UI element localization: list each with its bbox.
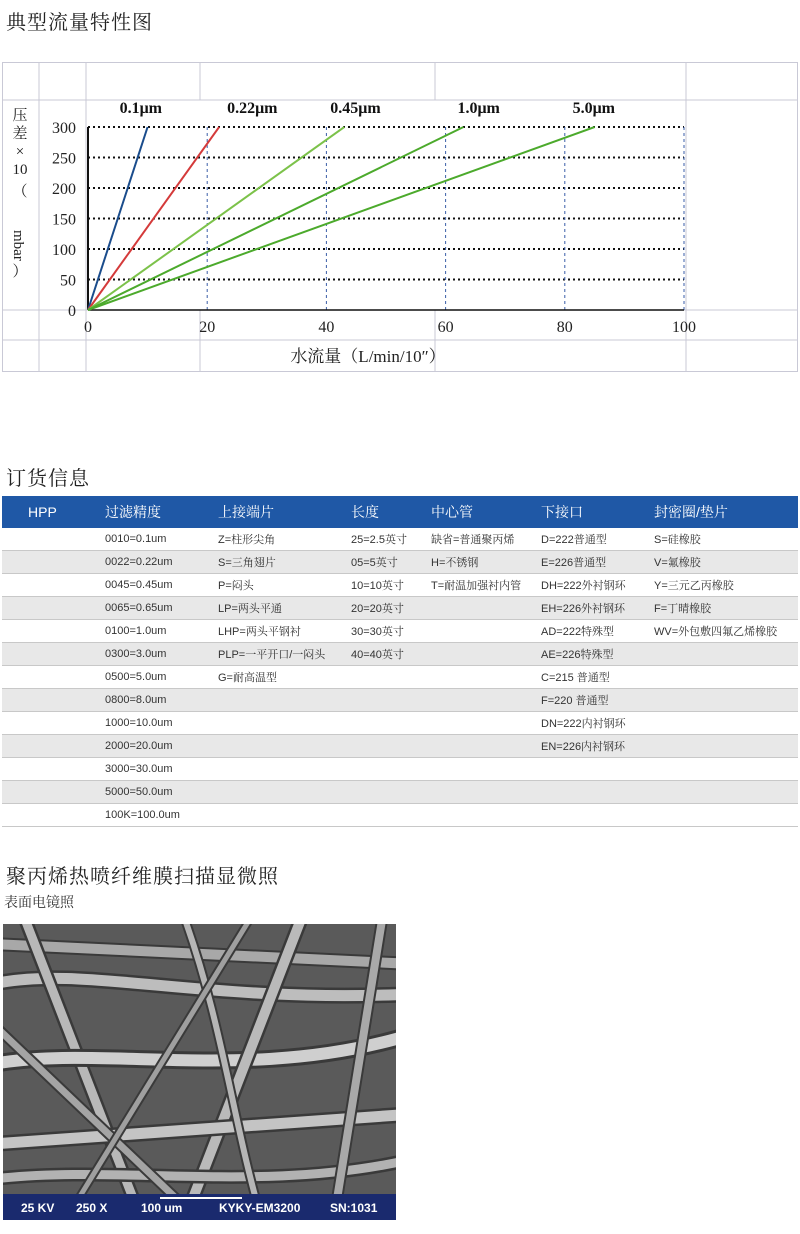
table-cell: S=硅橡胶 bbox=[650, 528, 798, 551]
table-cell bbox=[2, 689, 101, 712]
table-cell: 0800=8.0um bbox=[101, 689, 214, 712]
chart-canvas bbox=[2, 62, 798, 373]
table-cell: 0065=0.65um bbox=[101, 597, 214, 620]
fiber-micrograph-image bbox=[3, 924, 396, 1220]
series-label-0: 0.1μm bbox=[119, 100, 163, 117]
table-cell: 100K=100.0um bbox=[101, 804, 214, 827]
table-cell bbox=[2, 712, 101, 735]
table-cell bbox=[2, 666, 101, 689]
table-cell bbox=[347, 735, 427, 758]
table-cell: EN=226内衬钢环 bbox=[537, 735, 650, 758]
sem-subtitle: 表面电镜照 bbox=[4, 894, 74, 910]
table-cell bbox=[347, 781, 427, 804]
table-cell: 5000=50.0um bbox=[101, 781, 214, 804]
y-tick-label: 50 bbox=[60, 272, 76, 290]
table-cell bbox=[427, 643, 537, 666]
plot-gridlines bbox=[88, 127, 684, 310]
y-axis-label-part: 差 bbox=[12, 126, 28, 142]
table-row bbox=[2, 528, 798, 551]
table-cell: 0010=0.1um bbox=[101, 528, 214, 551]
scale-bar-line bbox=[160, 1197, 242, 1199]
table-row bbox=[2, 574, 798, 597]
table-cell: E=226普通型 bbox=[537, 551, 650, 574]
table-cell bbox=[427, 758, 537, 781]
table-cell bbox=[2, 643, 101, 666]
x-tick-label: 0 bbox=[84, 319, 92, 336]
table-row bbox=[2, 804, 798, 827]
table-cell: P=闷头 bbox=[214, 574, 347, 597]
order-info-title: 订货信息 bbox=[6, 468, 90, 490]
table-cell bbox=[650, 781, 798, 804]
table-cell bbox=[2, 735, 101, 758]
sem-kv: 25 KV bbox=[21, 1201, 55, 1215]
table-cell bbox=[214, 712, 347, 735]
table-cell: H=不锈钢 bbox=[427, 551, 537, 574]
table-row bbox=[2, 597, 798, 620]
x-tick-label: 80 bbox=[556, 319, 573, 336]
table-cell bbox=[650, 804, 798, 827]
table-cell: Z=柱形尖角 bbox=[214, 528, 347, 551]
table-cell bbox=[650, 758, 798, 781]
table-cell: Y=三元乙丙橡胶 bbox=[650, 574, 798, 597]
x-axis-label: 水流量（L/min/10″） bbox=[290, 347, 446, 366]
table-cell: DN=222内衬钢环 bbox=[537, 712, 650, 735]
table-cell bbox=[427, 689, 537, 712]
table-cell: AD=222特殊型 bbox=[537, 620, 650, 643]
header-bottom: 下接口 bbox=[537, 496, 650, 528]
table-cell bbox=[650, 666, 798, 689]
table-cell: LP=两头平通 bbox=[214, 597, 347, 620]
table-cell bbox=[427, 735, 537, 758]
table-cell bbox=[347, 666, 427, 689]
table-cell bbox=[214, 735, 347, 758]
table-cell: V=氟橡胶 bbox=[650, 551, 798, 574]
sem-micrograph bbox=[3, 924, 396, 1220]
series-label-4: 5.0μm bbox=[572, 100, 616, 117]
table-cell: F=220 普通型 bbox=[537, 689, 650, 712]
table-cell: G=耐高温型 bbox=[214, 666, 347, 689]
table-cell bbox=[347, 758, 427, 781]
table-row bbox=[2, 758, 798, 781]
header-seal: 封密圈/垫片 bbox=[650, 496, 798, 528]
y-tick-label: 100 bbox=[52, 242, 76, 259]
table-cell: D=222普通型 bbox=[537, 528, 650, 551]
table-cell: 0045=0.45um bbox=[101, 574, 214, 597]
table-cell bbox=[347, 712, 427, 735]
table-cell: C=215 普通型 bbox=[537, 666, 650, 689]
table-cell bbox=[2, 620, 101, 643]
table-cell: LHP=两头平钢衬 bbox=[214, 620, 347, 643]
flow-characteristic-chart bbox=[2, 62, 798, 373]
table-cell: S=三角翅片 bbox=[214, 551, 347, 574]
flow-chart-title: 典型流量特性图 bbox=[6, 12, 153, 34]
table-cell bbox=[2, 597, 101, 620]
y-tick-label: 200 bbox=[52, 181, 76, 198]
y-axis-label-part: × bbox=[15, 144, 25, 160]
table-cell bbox=[427, 620, 537, 643]
sem-info-bar bbox=[3, 1194, 396, 1220]
table-cell: 30=30英寸 bbox=[347, 620, 427, 643]
series-label-3: 1.0μm bbox=[457, 100, 500, 117]
table-cell: 2000=20.0um bbox=[101, 735, 214, 758]
table-row bbox=[2, 643, 798, 666]
y-tick-label: 300 bbox=[52, 120, 76, 137]
table-cell: 10=10英寸 bbox=[347, 574, 427, 597]
header-hpp: HPP bbox=[2, 496, 101, 528]
table-cell: 0022=0.22um bbox=[101, 551, 214, 574]
table-cell bbox=[427, 666, 537, 689]
y-tick-label: 0 bbox=[68, 303, 76, 320]
table-cell bbox=[537, 781, 650, 804]
header-length: 长度 bbox=[347, 496, 427, 528]
table-row bbox=[2, 689, 798, 712]
table-cell: 0500=5.0um bbox=[101, 666, 214, 689]
table-cell: 05=5英寸 bbox=[347, 551, 427, 574]
y-axis-label-part: ） bbox=[12, 264, 28, 280]
series-label-1: 0.22μm bbox=[227, 100, 278, 117]
x-tick-label: 60 bbox=[437, 319, 454, 336]
series-line-2 bbox=[88, 127, 344, 310]
series-label-2: 0.45μm bbox=[330, 100, 381, 117]
table-cell bbox=[214, 804, 347, 827]
table-cell: 40=40英寸 bbox=[347, 643, 427, 666]
table-cell: EH=226外衬钢环 bbox=[537, 597, 650, 620]
table-cell: AE=226特殊型 bbox=[537, 643, 650, 666]
y-axis-label-part: 压 bbox=[12, 108, 28, 124]
y-axis-label-part: （ bbox=[12, 184, 28, 200]
table-cell: DH=222外衬钢环 bbox=[537, 574, 650, 597]
table-cell bbox=[2, 551, 101, 574]
table-cell bbox=[650, 712, 798, 735]
table-row bbox=[2, 666, 798, 689]
sem-instrument: KYKY-EM3200 bbox=[219, 1201, 301, 1215]
table-cell bbox=[347, 689, 427, 712]
table-cell bbox=[214, 781, 347, 804]
table-cell bbox=[650, 643, 798, 666]
y-tick-label: 150 bbox=[52, 211, 76, 229]
table-cell bbox=[427, 712, 537, 735]
table-cell bbox=[427, 781, 537, 804]
table-cell: WV=外包敷四氟乙烯橡胶 bbox=[650, 620, 798, 643]
x-tick-label: 20 bbox=[199, 319, 216, 336]
sem-magnification: 250 X bbox=[76, 1201, 108, 1215]
table-cell bbox=[427, 597, 537, 620]
y-axis-unit-label: mbar bbox=[10, 230, 26, 261]
table-row bbox=[2, 620, 798, 643]
table-cell: 0300=3.0um bbox=[101, 643, 214, 666]
table-cell bbox=[214, 758, 347, 781]
table-cell: 1000=10.0um bbox=[101, 712, 214, 735]
order-info-table bbox=[2, 496, 798, 827]
y-tick-label: 250 bbox=[52, 150, 76, 168]
sem-title: 聚丙烯热喷纤维膜扫描显微照 bbox=[6, 866, 279, 888]
table-cell: 25=2.5英寸 bbox=[347, 528, 427, 551]
table-cell: PLP=一平开口/一闷头 bbox=[214, 643, 347, 666]
table-header-row bbox=[2, 496, 798, 528]
table-row bbox=[2, 735, 798, 758]
x-tick-label: 40 bbox=[318, 319, 335, 336]
header-precision: 过滤精度 bbox=[101, 496, 214, 528]
table-row bbox=[2, 781, 798, 804]
table-cell bbox=[537, 758, 650, 781]
table-cell bbox=[650, 735, 798, 758]
table-cell bbox=[537, 804, 650, 827]
table-cell bbox=[650, 689, 798, 712]
sem-serial: SN:1031 bbox=[330, 1201, 378, 1215]
table-cell bbox=[2, 528, 101, 551]
table-cell: 3000=30.0um bbox=[101, 758, 214, 781]
table-cell bbox=[2, 804, 101, 827]
y-axis-label-part: 10 bbox=[12, 162, 28, 178]
table-cell bbox=[2, 574, 101, 597]
sem-scale: 100 um bbox=[141, 1201, 183, 1215]
header-top-cap: 上接端片 bbox=[214, 496, 347, 528]
table-cell bbox=[2, 781, 101, 804]
table-cell bbox=[427, 804, 537, 827]
table-cell: 0100=1.0um bbox=[101, 620, 214, 643]
table-cell: F=丁晴橡胶 bbox=[650, 597, 798, 620]
table-row bbox=[2, 712, 798, 735]
table-cell: T=耐温加强衬内管 bbox=[427, 574, 537, 597]
table-cell: 20=20英寸 bbox=[347, 597, 427, 620]
table-row bbox=[2, 551, 798, 574]
x-tick-label: 100 bbox=[672, 319, 696, 336]
table-cell bbox=[214, 689, 347, 712]
table-cell: 缺省=普通聚丙烯 bbox=[427, 528, 537, 551]
table-cell bbox=[2, 758, 101, 781]
header-core: 中心管 bbox=[427, 496, 537, 528]
table-cell bbox=[347, 804, 427, 827]
